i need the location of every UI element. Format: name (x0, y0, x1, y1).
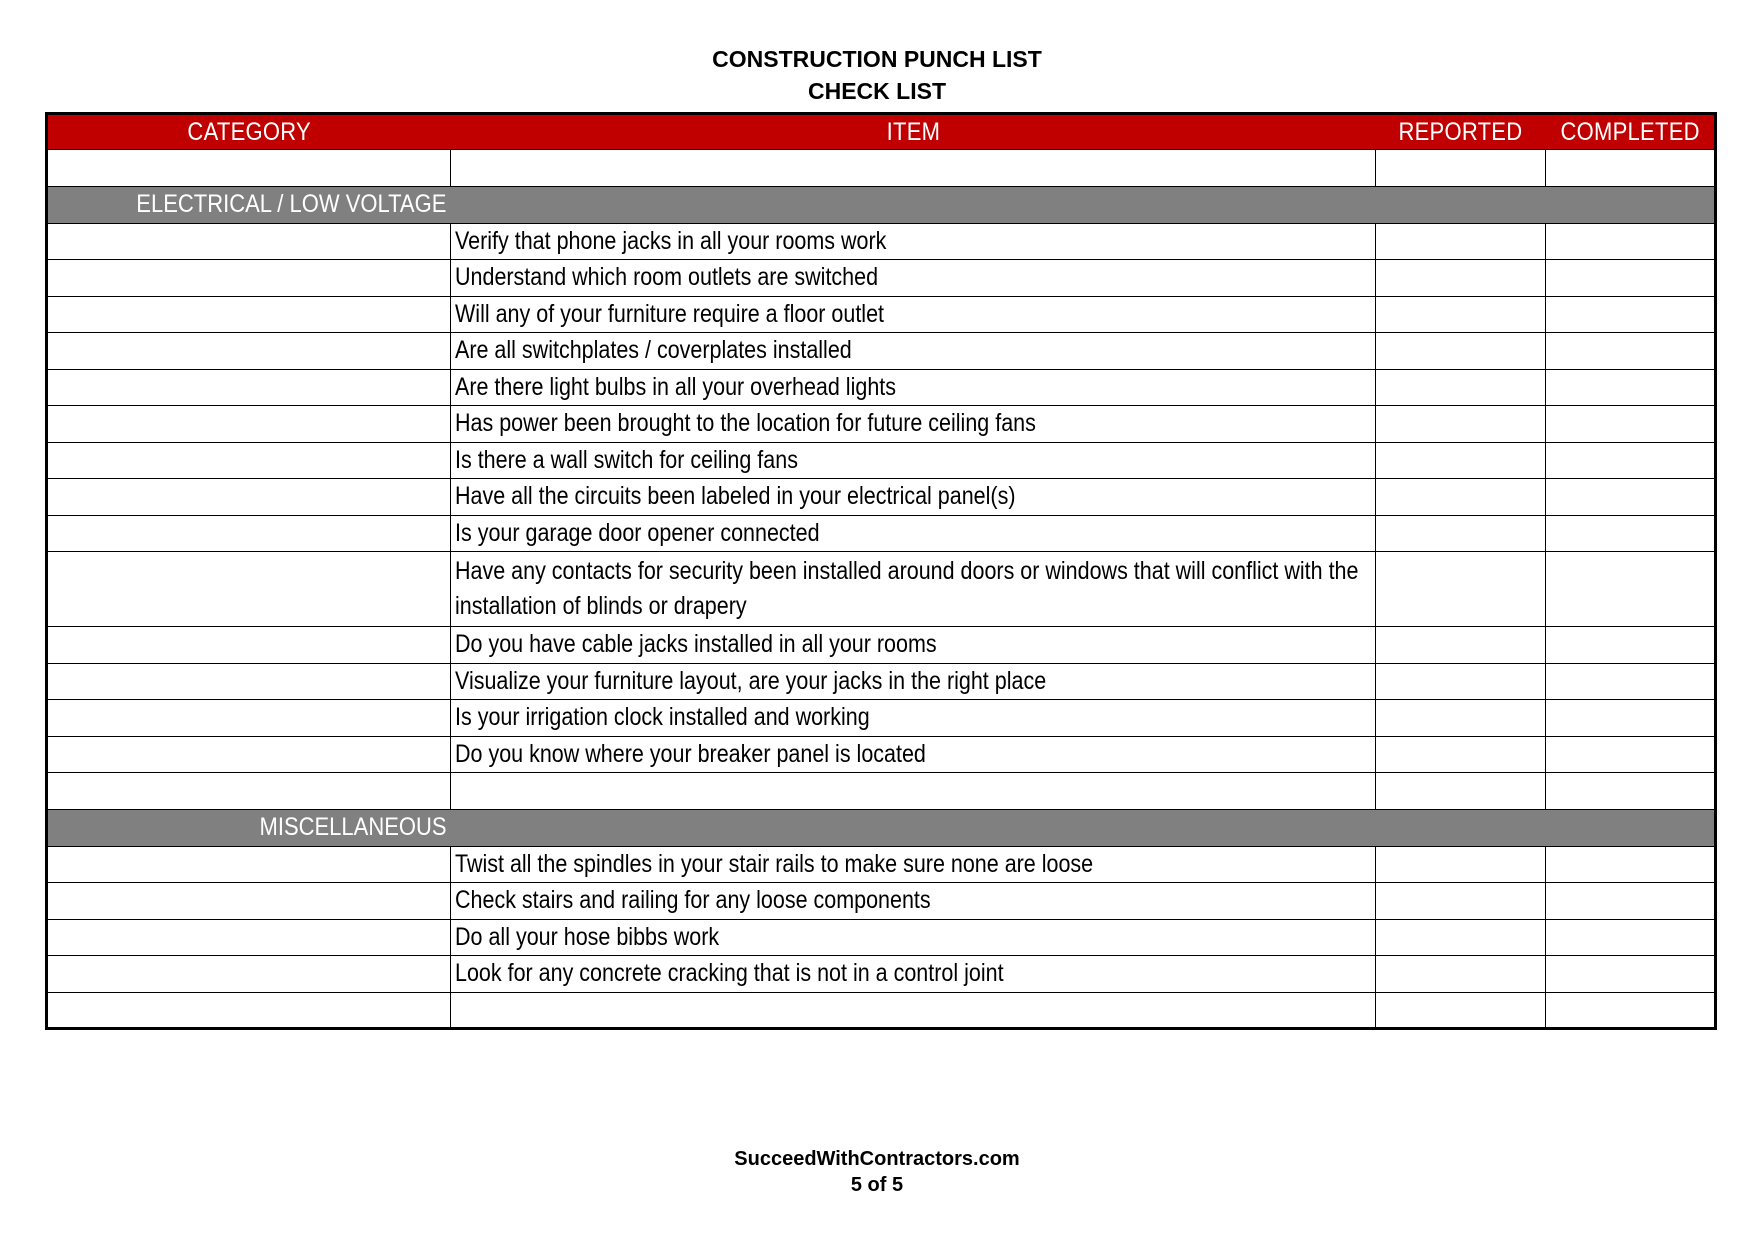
punch-list-table (45, 112, 1717, 1030)
table-row (47, 479, 1716, 516)
reported-cell[interactable] (1376, 736, 1546, 773)
section-label: MISCELLANEOUS (47, 809, 451, 846)
table-row (47, 736, 1716, 773)
table-row (47, 846, 1716, 883)
table-row (47, 515, 1716, 552)
item-cell[interactable]: Do you know where your breaker panel is located (451, 736, 1376, 773)
item-cell[interactable]: Are there light bulbs in all your overhead lights (451, 369, 1376, 406)
table-row (47, 700, 1716, 737)
reported-cell[interactable] (1376, 406, 1546, 443)
table-header-row (47, 114, 1716, 150)
reported-cell[interactable] (1376, 223, 1546, 260)
reported-cell[interactable] (1376, 700, 1546, 737)
reported-cell[interactable] (1376, 442, 1546, 479)
item-cell[interactable]: Do you have cable jacks installed in all your rooms (451, 627, 1376, 664)
completed-cell[interactable] (1546, 627, 1716, 664)
document-subtitle: CHECK LIST (808, 78, 946, 104)
completed-cell[interactable] (1546, 992, 1716, 1029)
item-cell[interactable] (451, 992, 1376, 1029)
table-row (47, 223, 1716, 260)
item-cell[interactable]: Do all your hose bibbs work (451, 919, 1376, 956)
completed-cell[interactable] (1546, 223, 1716, 260)
reported-cell[interactable] (1376, 552, 1546, 627)
column-header-category: CATEGORY (47, 114, 451, 150)
item-cell[interactable] (451, 150, 1376, 187)
item-cell[interactable]: Understand which room outlets are switched (451, 260, 1376, 297)
table-row (47, 260, 1716, 297)
table-row (47, 883, 1716, 920)
page-number: 5 of 5 (850, 1174, 904, 1196)
table-row-blank (47, 150, 1716, 187)
completed-cell[interactable] (1546, 883, 1716, 920)
item-cell[interactable]: Have all the circuits been labeled in your electrical panel(s) (451, 479, 1376, 516)
document-title: CONSTRUCTION PUNCH LIST (712, 46, 1042, 72)
item-cell[interactable]: Will any of your furniture require a floor outlet (451, 296, 1376, 333)
completed-cell[interactable] (1546, 333, 1716, 370)
completed-cell[interactable] (1546, 700, 1716, 737)
footer-site: SucceedWithContractors.com (734, 1148, 1020, 1170)
completed-cell[interactable] (1546, 736, 1716, 773)
completed-cell[interactable] (1546, 479, 1716, 516)
reported-cell[interactable] (1376, 956, 1546, 993)
completed-cell[interactable] (1546, 846, 1716, 883)
reported-cell[interactable] (1376, 663, 1546, 700)
column-header-reported: REPORTED (1376, 114, 1546, 150)
table-row (47, 663, 1716, 700)
completed-cell[interactable] (1546, 442, 1716, 479)
section-label: ELECTRICAL / LOW VOLTAGE (47, 186, 451, 223)
item-cell[interactable]: Verify that phone jacks in all your rooms work (451, 223, 1376, 260)
column-header-completed: COMPLETED (1546, 114, 1716, 150)
item-cell[interactable]: Is there a wall switch for ceiling fans (451, 442, 1376, 479)
completed-cell[interactable] (1546, 515, 1716, 552)
table-row (47, 369, 1716, 406)
reported-cell[interactable] (1376, 296, 1546, 333)
table-row (47, 552, 1716, 627)
completed-cell[interactable] (1546, 406, 1716, 443)
reported-cell[interactable] (1376, 846, 1546, 883)
reported-cell[interactable] (1376, 369, 1546, 406)
completed-cell[interactable] (1546, 919, 1716, 956)
item-cell[interactable] (451, 773, 1376, 810)
completed-cell[interactable] (1546, 663, 1716, 700)
table-row (47, 296, 1716, 333)
completed-cell[interactable] (1546, 150, 1716, 187)
reported-cell[interactable] (1376, 883, 1546, 920)
item-cell[interactable]: Are all switchplates / coverplates installed (451, 333, 1376, 370)
item-cell[interactable]: Check stairs and railing for any loose components (451, 883, 1376, 920)
reported-cell[interactable] (1376, 773, 1546, 810)
item-cell[interactable]: Have any contacts for security been installed around doors or windows that will conflict with the installation of blinds or drapery (451, 552, 1376, 627)
reported-cell[interactable] (1376, 515, 1546, 552)
item-cell[interactable]: Is your irrigation clock installed and working (451, 700, 1376, 737)
table-row (47, 919, 1716, 956)
table-row (47, 956, 1716, 993)
item-cell[interactable]: Has power been brought to the location for future ceiling fans (451, 406, 1376, 443)
table-row (47, 627, 1716, 664)
item-cell[interactable]: Visualize your furniture layout, are your jacks in the right place (451, 663, 1376, 700)
reported-cell[interactable] (1376, 333, 1546, 370)
completed-cell[interactable] (1546, 956, 1716, 993)
reported-cell[interactable] (1376, 627, 1546, 664)
item-cell[interactable]: Twist all the spindles in your stair rails to make sure none are loose (451, 846, 1376, 883)
completed-cell[interactable] (1546, 773, 1716, 810)
column-header-item: ITEM (451, 114, 1376, 150)
table-row (47, 442, 1716, 479)
table-row-blank (47, 992, 1716, 1029)
completed-cell[interactable] (1546, 369, 1716, 406)
section-row-electrical (47, 186, 1716, 223)
completed-cell[interactable] (1546, 296, 1716, 333)
completed-cell[interactable] (1546, 552, 1716, 627)
table-row-blank (47, 773, 1716, 810)
item-cell[interactable]: Is your garage door opener connected (451, 515, 1376, 552)
reported-cell[interactable] (1376, 479, 1546, 516)
category-cell (47, 150, 451, 187)
completed-cell[interactable] (1546, 260, 1716, 297)
reported-cell[interactable] (1376, 919, 1546, 956)
reported-cell[interactable] (1376, 260, 1546, 297)
section-row-miscellaneous (47, 809, 1716, 846)
table-row (47, 406, 1716, 443)
item-cell[interactable]: Look for any concrete cracking that is not in a control joint (451, 956, 1376, 993)
reported-cell[interactable] (1376, 150, 1546, 187)
reported-cell[interactable] (1376, 992, 1546, 1029)
table-row (47, 333, 1716, 370)
